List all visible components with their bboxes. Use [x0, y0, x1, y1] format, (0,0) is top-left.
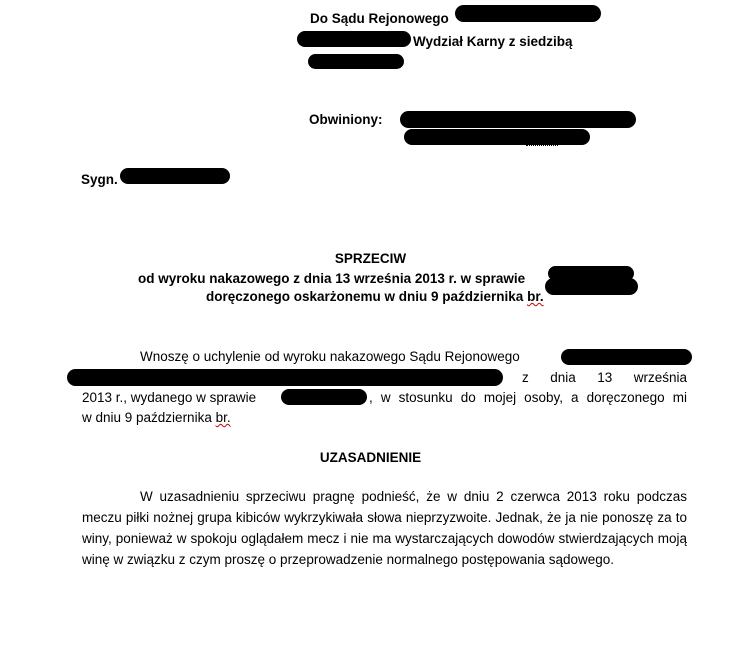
dotted-fill-line: [526, 135, 558, 146]
p1-line-4: [82, 410, 231, 425]
redaction-court-name: [455, 5, 601, 22]
p1-line-3-end: , w stosunku do mojej osoby, a doręczonego mi: [369, 390, 687, 405]
p1-line-1: Wnoszę o uchylenie od wyroku nakazowego Sądu Rejonowego: [140, 349, 520, 364]
title-line-2-text: doręczonego oskarżonemu w dniu 9 października: [206, 289, 524, 304]
redaction-accused-name: [400, 111, 636, 128]
redaction-case-number: [120, 168, 230, 184]
justification-paragraph: W uzasadnieniu sprzeciwu pragnę podnieść, że w dniu 2 czerwca 2013 roku podczas meczu piłki nożnej grupa kibiców wykrzykiwała słowa nieprzyzwoite. Jednak, że ja nie ponoszę za to winy, ponieważ w spokoju oglądałem mecz i nie ma wystarczających dowodów stwierdzających moją winę w związku z czym proszę o przeprowadzenie normalnego postępowania sądowego.: [82, 489, 687, 567]
p1-line-4-abbrev: br.: [215, 410, 231, 425]
title-line-2: [206, 289, 544, 304]
redaction-case-ref-body: [281, 389, 367, 405]
document-heading: SPRZECIW: [334, 251, 407, 266]
accused-label: Obwiniony:: [309, 112, 383, 127]
redaction-court-name-body: [561, 349, 692, 365]
redaction-court-city: [297, 31, 411, 47]
redaction-accused-address: [404, 129, 590, 145]
redaction-seat: [308, 54, 404, 69]
redaction-title-case-2: [545, 278, 638, 295]
court-label: Do Sądu Rejonowego: [310, 11, 449, 26]
title-line-2-abbrev: br.: [527, 289, 544, 304]
justification-heading: UZASADNIENIE: [319, 450, 422, 465]
division-label: Wydział Karny z siedzibą: [413, 34, 573, 49]
signature-label: Sygn.: [81, 172, 118, 187]
title-line-1: od wyroku nakazowego z dnia 13 września 2013 r. w sprawie: [138, 271, 526, 286]
redaction-court-full-name: [67, 369, 503, 386]
p1-line-3-start: 2013 r., wydanego w sprawie: [82, 390, 257, 405]
p1-line-2: z dnia 13 września: [522, 370, 687, 385]
p1-line-4-text: w dniu 9 października: [82, 410, 212, 425]
